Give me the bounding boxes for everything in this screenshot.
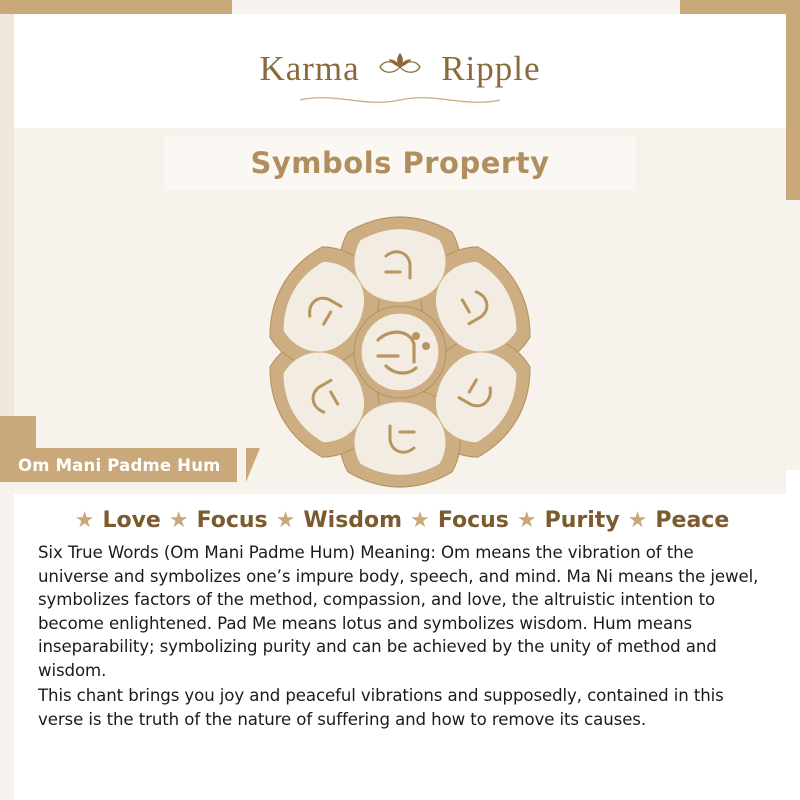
keyword-peace: Peace [655,508,730,533]
edge-decoration-right [786,470,800,800]
corner-decoration-top-right-horizontal [680,0,800,14]
corner-decoration-top-left-block [0,0,14,14]
keyword-focus-2: Focus [437,508,509,533]
paragraph-chant: This chant brings you joy and peaceful vibrations and supposedly, contained in this verse is the truth of the nature of suffering and how to remove its causes. [38,686,724,729]
star-icon: ★ [275,508,296,533]
lotus-infinity-icon [377,49,423,89]
description-text [38,541,762,732]
page-title: Symbols Property [250,146,550,180]
mantra-tab-label: Om Mani Padme Hum [18,455,221,475]
star-icon: ★ [516,508,537,533]
keyword-love: Love [102,508,161,533]
star-icon: ★ [410,508,430,533]
brand-logo [0,46,800,89]
corner-decoration-top-right-vertical [786,0,800,200]
content-panel [14,494,786,800]
lotus-mandala-icon [240,206,560,494]
brand-name-right: Ripple [441,48,541,88]
mantra-tab-notch [246,448,260,482]
star-icon: ★ [168,508,189,533]
star-icon: ★ [74,508,95,533]
brand-underline-flourish [295,92,505,108]
keyword-wisdom: Wisdom [303,508,403,533]
title-banner [164,136,636,190]
keyword-purity: Purity [544,508,620,533]
corner-decoration-top-left [0,0,232,14]
star-icon: ★ [627,508,648,533]
keyword-list [38,508,762,533]
keyword-focus-1: Focus [196,508,268,533]
brand-name-left: Karma [259,48,360,88]
paragraph-meaning: Six True Words (Om Mani Padme Hum) Meaning: Om means the vibration of the universe and symbolizes one’s impure body, speech, and mind. Ma Ni means the jewel, symbolizes factors of the method, compassion, and love, the altruistic intention to become enlightened. Pad Me means lotus and symbolizes wisdom. Hum means inseparability; symbolizing purity and can be achieved by the unity of method and wisdom. [38,543,759,680]
mantra-tab [0,448,237,482]
